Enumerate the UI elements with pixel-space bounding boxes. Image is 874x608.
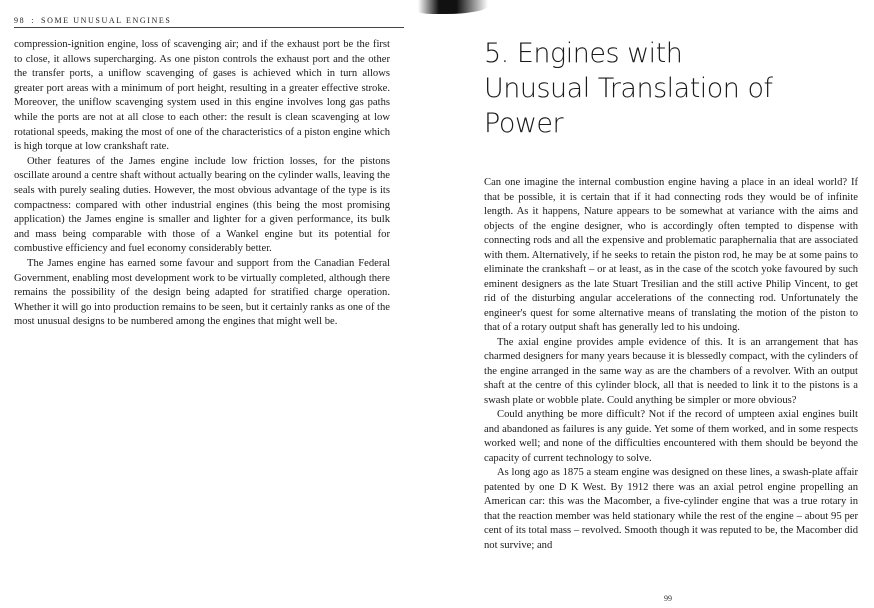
chapter-title	[484, 36, 784, 141]
left-body-text	[14, 38, 390, 330]
running-head-separator: :	[31, 16, 36, 25]
right-page	[440, 0, 874, 608]
right-paragraph-1: Can one imagine the internal combustion engine having a place in an ideal world? If that be possible, it is certain that if it had connecting rods they would be of infinite length. As it happens, Nature appears to be somewhat at variance with the aims and objects of the engine designer, who is accordingly often tempted to dispense with connecting rods and all the expensive and problematic paraphernalia that are associated with them. Alternatively, if he seeks to retain the piston rod, he may be at some pains to eliminate the crankshaft – or at least, as in the case of the scotch yoke favoured by such eminent designers as the late Stuart Tresilian and the still active Philip Vincent, to get rid of the disturbing angular accelerations of the connecting rod. Unfortunately the engineer's quest for some alternative means of translating the motion of the piston to that of a rotary output shaft has generally led to his undoing.	[484, 177, 858, 333]
chapter-title-line-2: Unusual Translation of	[484, 73, 773, 104]
right-page-number: 99	[664, 594, 672, 603]
right-body-text	[484, 176, 858, 553]
running-head-title: SOME UNUSUAL ENGINES	[41, 16, 172, 25]
left-paragraph-1: compression-ignition engine, loss of scavenging air; and if the exhaust port be the first to close, it allows supercharging. As one piston controls the exhaust port and the other the transfer ports, a uniflow scavenging of gases is achieved which in turn allows greater port areas with a minimum of port height, resulting in a greater effective stroke. Moreover, the uniflow scavenging system used in this engine involves long gas paths while the ports are not at all close to each other: the result is clean scavenging at low rotational speeds, making the most of one of the characteristics of a piston engine which is high torque at low crankshaft rate.	[14, 39, 390, 153]
left-page-number: 98	[14, 16, 26, 25]
right-paragraph-3: Could anything be more difficult? Not if the record of umpteen axial engines built and abandoned as failures is any guide. Yet some of them worked, and in some respects worked well; and none of the difficulties encountered with them should be beyond the capacity of current technology to solve.	[484, 409, 858, 464]
right-paragraph-4: As long ago as 1875 a steam engine was designed on these lines, a swash-plate affair patented by one D K West. By 1912 there was an axial petrol engine propelling an American car: this was the Macomber, a five-cylinder engine that was a true rotary in that the reaction member was held stationary while the rest of the engine – about 95 per cent of its total mass – revolved. Smooth though it was reputed to be, the Macomber did not survive; and	[484, 467, 858, 551]
left-page	[0, 0, 420, 608]
left-paragraph-2: Other features of the James engine include low friction losses, for the pistons oscillate around a centre shaft without actually bearing on the cylinder walls, leaving the seals with purely sealing duties. However, the most obvious advantage of the type is its compactness: compared with other industrial engines (this being the most promising application) the James engine is smaller and lighter for a given performance, its bulk and mass being comparable with those of a Wankel engine but its potential for combustive efficiency and fuel economy considerably better.	[14, 155, 390, 255]
chapter-title-line-1: 5. Engines with	[484, 38, 683, 69]
left-paragraph-3: The James engine has earned some favour and support from the Canadian Federal Government, enabling most development work to be virtually completed, although there remains the possibility of the design being adapted for stratified charge operation. Whether it will go into production remains to be seen, but it certainly ranks as one of the most unusual designs to be numbered among the engines that might well be.	[14, 257, 390, 328]
running-head	[14, 16, 404, 28]
chapter-title-line-3: Power	[484, 108, 564, 139]
right-paragraph-2: The axial engine provides ample evidence of this. It is an arrangement that has charmed designers for many years because it is blessedly compact, with the cylinders of the engine arranged in the same way as are the chambers of a revolver. With an output shaft at the centre of this cylinder block, all that is needed to link it to the pistons is a swash plate or wobble plate. Could anything be simpler or more obvious?	[484, 336, 858, 406]
